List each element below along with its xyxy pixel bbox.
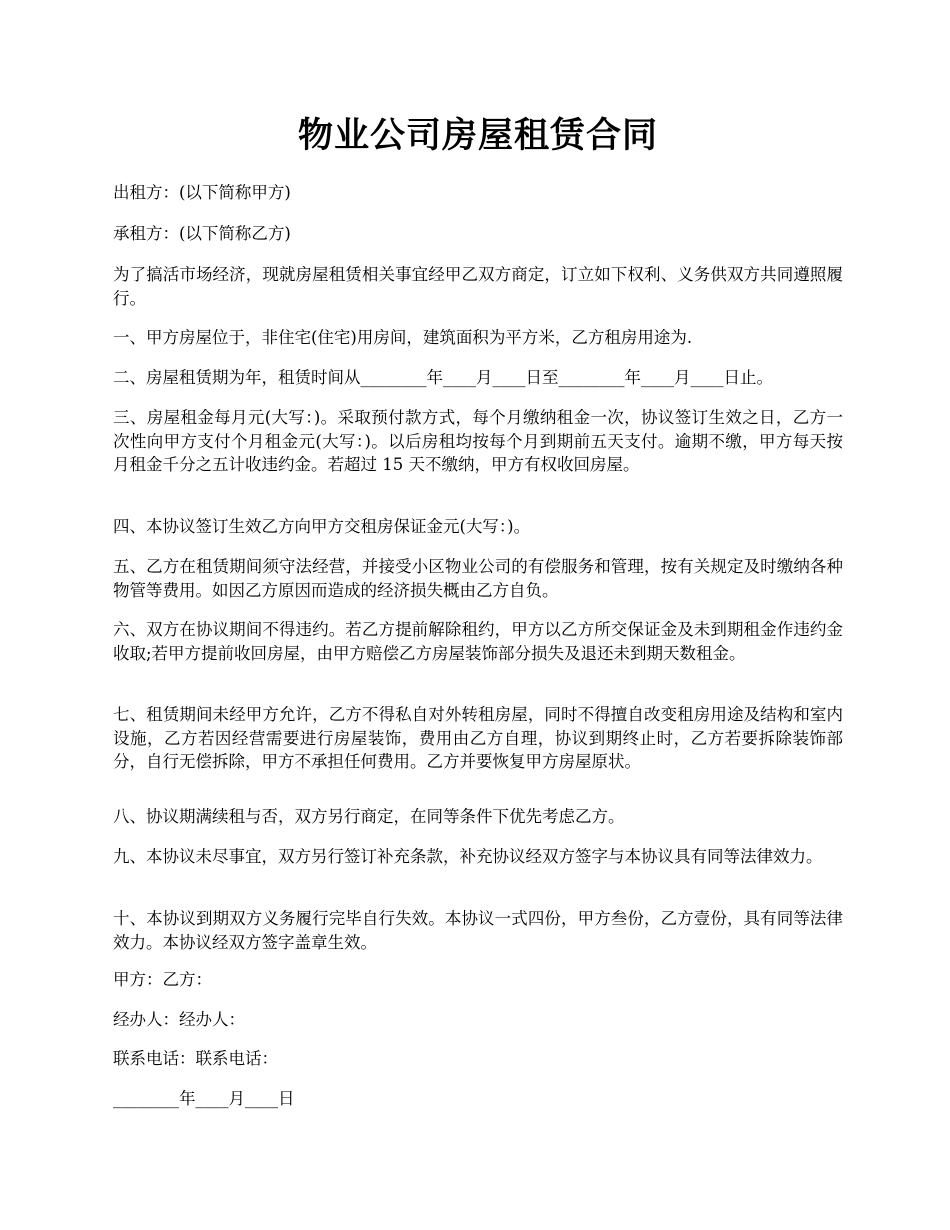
- clause-6: 六、双方在协议期间不得违约。若乙方提前解除租约，甲方以乙方所交保证金及未到期租金作违约金收取;若甲方提前收回房屋，由甲方赔偿乙方房屋装饰部分损失及退还未到期天数租金。: [113, 620, 843, 663]
- clause-9: 九、本协议未尽事宜，双方另行签订补充条款，补充协议经双方签字与本协议具有同等法律效力。: [113, 847, 823, 866]
- clause-8: 八、协议期满续租与否，双方另行商定，在同等条件下优先考虑乙方。: [113, 807, 625, 826]
- clause-3: 三、房屋租金每月元(大写：)。采取预付款方式，每个月缴纳租金一次，协议签订生效之日，乙方一次性向甲方支付个月租金元(大写：)。以后房租均按每个月到期前五天支付。逾期不缴，甲方每天按月租金千分之五计收违约金。若超过 15 天不缴纳，甲方有权收回房屋。: [113, 408, 843, 474]
- lessee-line: 承租方：(以下简称乙方): [113, 224, 291, 243]
- clause-4: 四、本协议签订生效乙方向甲方交租房保证金元(大写：)。: [113, 517, 531, 536]
- lessor-line: 出租方：(以下简称甲方): [113, 183, 291, 202]
- signature-parties: 甲方：乙方：: [113, 970, 212, 989]
- clause-2: 二、房屋租赁期为年，租赁时间从________年____月____日至________年____月____日止。: [113, 368, 773, 387]
- signature-phones: 联系电话：联系电话：: [113, 1049, 278, 1068]
- page-title: 物业公司房屋租赁合同: [297, 115, 658, 156]
- clause-7: 七、租赁期间未经甲方允许，乙方不得私自对外转租房屋，同时不得擅自改变租房用途及结构和室内设施，乙方若因经营需要进行房屋装饰，费用由乙方自理，协议到期终止时，乙方若要拆除装饰部分，自行无偿拆除，甲方不承担任何费用。乙方并要恢复甲方房屋原状。: [113, 705, 843, 771]
- clause-5: 五、乙方在租赁期间须守法经营，并接受小区物业公司的有偿服务和管理，按有关规定及时缴纳各种物管等费用。如因乙方原因而造成的经济损失概由乙方自负。: [113, 557, 843, 600]
- signature-agents: 经办人：经办人：: [113, 1010, 245, 1029]
- signature-date: ________年____月____日: [113, 1089, 295, 1108]
- clause-10: 十、本协议到期双方义务履行完毕自行失效。本协议一式四份，甲方叁份，乙方壹份，具有同等法律效力。本协议经双方签字盖章生效。: [113, 909, 843, 952]
- clause-1: 一、甲方房屋位于，非住宅(住宅)用房间，建筑面积为平方米，乙方租房用途为.: [113, 328, 693, 347]
- preamble-paragraph: 为了搞活市场经济，现就房屋租赁相关事宜经甲乙双方商定，订立如下权利、义务供双方共同遵照履行。: [113, 265, 843, 308]
